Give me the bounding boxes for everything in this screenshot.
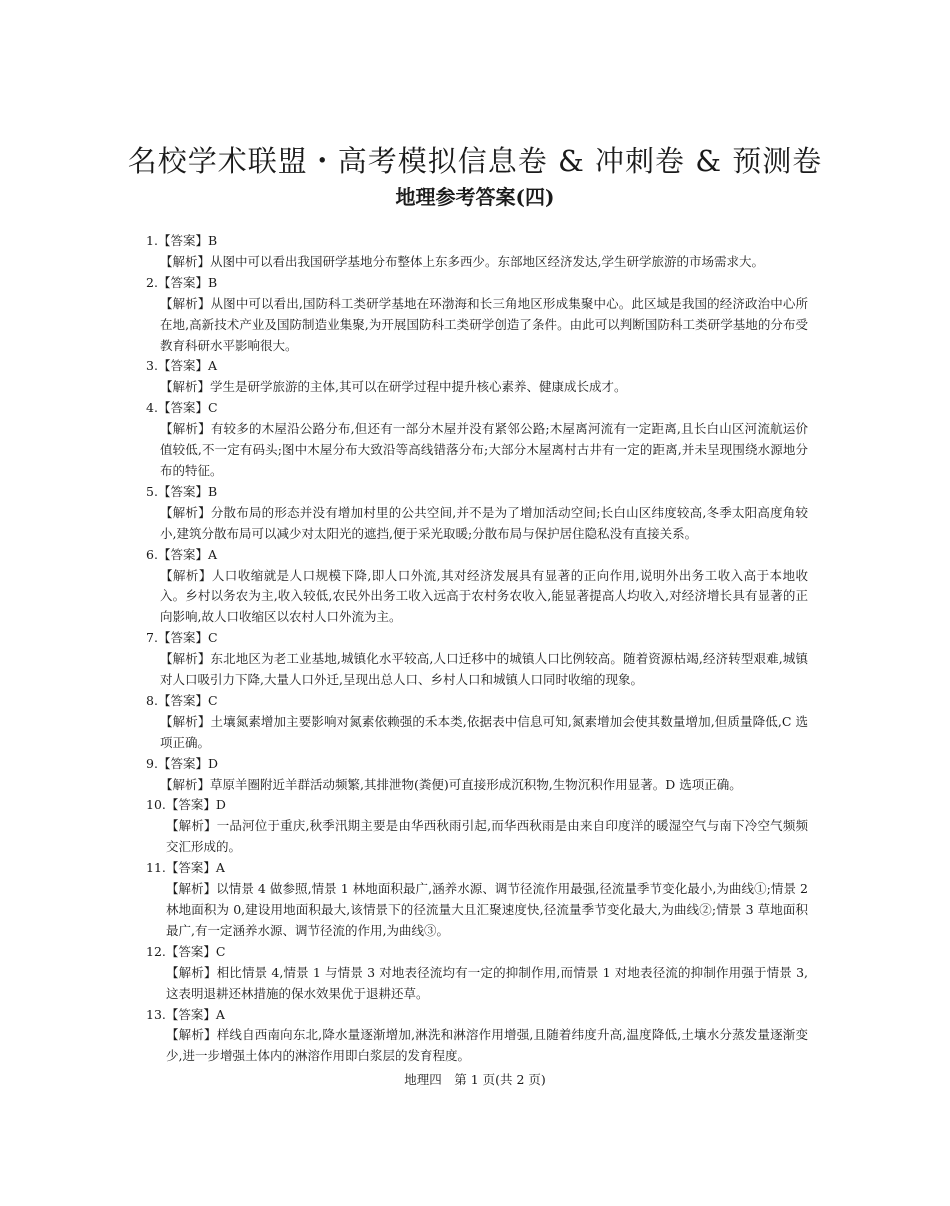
analysis-text: 【解析】东北地区为老工业基地,城镇化水平较高,人口迁移中的城镇人口比例较高。随着资源枯竭,经济转型艰难,城镇对人口吸引力下降,大量人口外迁,呈现出总人口、乡村人口和城镇人口同时收缩的现象。 bbox=[160, 651, 808, 688]
answer-text: 【答案】A bbox=[157, 546, 217, 562]
answer-item-4 bbox=[146, 398, 808, 482]
page-footer: 地理四 第 1 页(共 2 页) bbox=[404, 1072, 546, 1087]
analysis-text: 【解析】分散布局的形态并没有增加村里的公共空间,并不是为了增加活动空间;长白山区纬度较高,冬季太阳高度角较小,建筑分散布局可以减少对太阳光的遮挡,便于采光取暖;分散布局与保护居住隐私没有直接关系。 bbox=[160, 504, 808, 541]
answer-text: 【答案】A bbox=[157, 358, 217, 374]
analysis-text: 【解析】相比情景 4,情景 1 与情景 3 对地表径流均有一定的抑制作用,而情景 1 对地表径流的抑制作用强于情景 3,这表明退耕还林措施的保水效果优于退耕还草。 bbox=[166, 964, 808, 1001]
answer-item-1 bbox=[146, 231, 808, 273]
analysis-text: 【解析】以情景 4 做参照,情景 1 林地面积最广,涵养水源、调节径流作用最强,径流量季节变化最小,为曲线①;情景 2 林地面积为 0,建设用地面积最大,该情景下的径流量大且汇聚速度快,径流量季节变化最大,为曲线②;情景 3 草地面积最广,有一定涵养水源、调节径流的作用,为曲线③。 bbox=[166, 881, 808, 938]
item-number: 3. bbox=[146, 358, 158, 374]
item-number: 4. bbox=[146, 400, 158, 416]
analysis-text: 【解析】从图中可以看出,国防科工类研学基地在环渤海和长三角地区形成集聚中心。此区域是我国的经济政治中心所在地,高新技术产业及国防制造业集聚,为开展国防科工类研学创造了条件。由此可以判断国防科工类研学基地的分布受教育科研水平影响很大。 bbox=[160, 295, 808, 353]
answer-text: 【答案】C bbox=[157, 692, 218, 708]
page-subtitle: 地理参考答案(四) bbox=[395, 185, 555, 209]
analysis-text: 【解析】从图中可以看出我国研学基地分布整体上东多西少。东部地区经济发达,学生研学旅游的市场需求大。 bbox=[160, 253, 764, 269]
analysis-text: 【解析】土壤氮素增加主要影响对氮素依赖强的禾本类,依据表中信息可知,氮素增加会使其数量增加,但质量降低,C 选项正确。 bbox=[160, 713, 808, 750]
answer-text: 【答案】C bbox=[165, 943, 226, 959]
answer-item-2 bbox=[146, 273, 808, 357]
answer-text: 【答案】B bbox=[157, 483, 218, 499]
item-number: 6. bbox=[146, 546, 158, 562]
answer-item-5 bbox=[146, 482, 808, 545]
answer-list bbox=[146, 231, 808, 1067]
answer-text: 【答案】B bbox=[157, 233, 218, 248]
answer-text: 【答案】D bbox=[157, 755, 218, 771]
item-number: 8. bbox=[146, 692, 158, 708]
item-number: 5. bbox=[146, 483, 158, 499]
answer-text: 【答案】C bbox=[157, 400, 218, 416]
item-number: 10. bbox=[146, 797, 166, 813]
answer-text: 【答案】B bbox=[157, 274, 218, 290]
answer-text: 【答案】D bbox=[165, 797, 226, 813]
analysis-text: 【解析】草原羊圈附近羊群活动频繁,其排泄物(粪便)可直接形成沉积物,生物沉积作用显著。D 选项正确。 bbox=[160, 776, 742, 792]
page-title: 名校学术联盟・高考模拟信息卷 & 冲刺卷 & 预测卷 bbox=[127, 144, 823, 178]
answer-text: 【答案】C bbox=[157, 630, 218, 646]
answer-item-11 bbox=[146, 858, 808, 942]
answer-text: 【答案】A bbox=[165, 860, 225, 876]
analysis-text: 【解析】一品河位于重庆,秋季汛期主要是由华西秋雨引起,而华西秋雨是由来自印度洋的暖湿空气与南下冷空气频频交汇形成的。 bbox=[166, 818, 808, 855]
item-number: 9. bbox=[146, 755, 158, 771]
answer-item-6 bbox=[146, 545, 808, 629]
answer-item-12 bbox=[146, 942, 808, 1005]
answer-item-8 bbox=[146, 691, 808, 754]
answer-item-10 bbox=[146, 795, 808, 858]
answer-item-3 bbox=[146, 356, 808, 398]
item-number: 13. bbox=[146, 1006, 166, 1022]
analysis-text: 【解析】有较多的木屋沿公路分布,但还有一部分木屋并没有紧邻公路;木屋离河流有一定距离,且长白山区河流航运价值较低,不一定有码头;图中木屋分布大致沿等高线错落分布;大部分木屋离村古井有一定的距离,并未呈现围绕水源地分布的特征。 bbox=[160, 421, 808, 478]
item-number: 11. bbox=[146, 860, 166, 876]
answer-item-13 bbox=[146, 1005, 808, 1068]
analysis-text: 【解析】样线自西南向东北,降水量逐渐增加,淋洗和淋溶作用增强,且随着纬度升高,温度降低,土壤水分蒸发量逐渐变少,进一步增强土体内的淋溶作用即白浆层的发育程度。 bbox=[166, 1027, 808, 1064]
item-number: 7. bbox=[146, 630, 158, 646]
item-number: 1. bbox=[146, 233, 158, 248]
analysis-text: 【解析】人口收缩就是人口规模下降,即人口外流,其对经济发展具有显著的正向作用,说明外出务工收入高于本地收入。乡村以务农为主,收入较低,农民外出务工收入远高于农村务农收入,能显著提高人均收入,对经济增长具有显著的正向影响,故人口收缩区以农村人口外流为主。 bbox=[160, 567, 808, 625]
item-number: 12. bbox=[146, 943, 166, 959]
answer-item-9 bbox=[146, 754, 808, 796]
answer-text: 【答案】A bbox=[165, 1006, 225, 1022]
answer-item-7 bbox=[146, 628, 808, 691]
analysis-text: 【解析】学生是研学旅游的主体,其可以在研学过程中提升核心素养、健康成长成才。 bbox=[160, 379, 627, 395]
item-number: 2. bbox=[146, 274, 158, 290]
